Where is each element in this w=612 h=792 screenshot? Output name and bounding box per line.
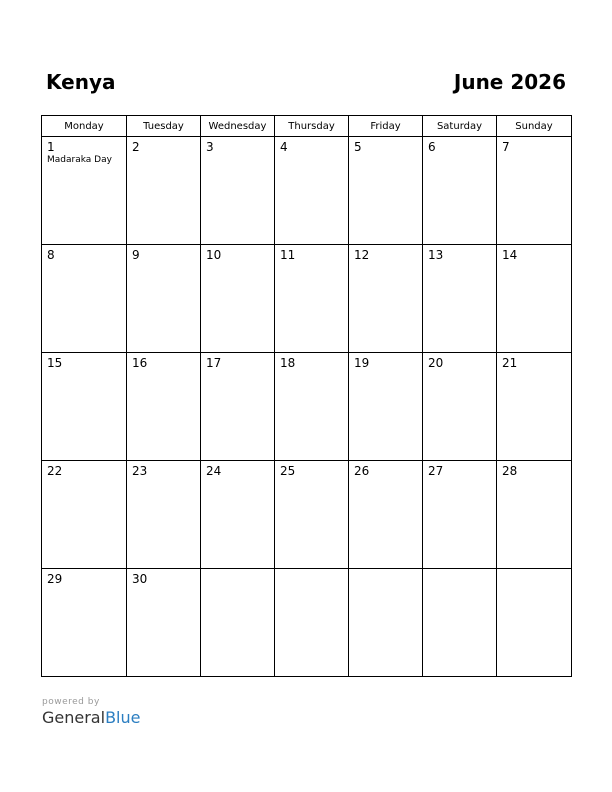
day-number: 21: [502, 356, 518, 370]
day-cell: [201, 137, 275, 245]
day-cell: [497, 461, 572, 569]
day-number: 22: [47, 464, 63, 478]
day-cell: [497, 245, 572, 353]
week-row: [42, 353, 572, 461]
weekday-header-saturday: Saturday: [423, 116, 497, 137]
month-year-title: June 2026: [453, 70, 566, 94]
weekday-header-sunday: Sunday: [497, 116, 572, 137]
day-number: 18: [280, 356, 296, 370]
day-cell: [201, 245, 275, 353]
day-cell-empty: [201, 569, 275, 677]
day-number: 15: [47, 356, 63, 370]
weekday-header-row: [42, 116, 572, 137]
day-number: 14: [502, 248, 518, 262]
day-number: 28: [502, 464, 518, 478]
day-cell: [42, 245, 127, 353]
day-number: 24: [206, 464, 222, 478]
brand-general-text: General: [42, 708, 106, 727]
day-cell: [201, 353, 275, 461]
day-number: 11: [280, 248, 296, 262]
day-cell: [127, 461, 201, 569]
weekday-header-monday: Monday: [42, 116, 127, 137]
day-cell: [42, 137, 127, 245]
day-cell: [497, 353, 572, 461]
day-number: 30: [132, 572, 148, 586]
day-number: 4: [280, 140, 288, 154]
country-title: Kenya: [46, 70, 116, 94]
day-number: 16: [132, 356, 148, 370]
weekday-header-tuesday: Tuesday: [127, 116, 201, 137]
day-cell: [497, 137, 572, 245]
week-row: [42, 569, 572, 677]
day-cell: [127, 137, 201, 245]
day-cell: [42, 461, 127, 569]
day-cell: [275, 461, 349, 569]
week-row: [42, 461, 572, 569]
calendar-header: [46, 70, 566, 100]
day-number: 19: [354, 356, 370, 370]
day-number: 26: [354, 464, 370, 478]
day-cell: [127, 245, 201, 353]
powered-by-label: powered by: [42, 697, 100, 707]
day-cell: [423, 461, 497, 569]
week-row: [42, 245, 572, 353]
day-number: 9: [132, 248, 140, 262]
day-number: 17: [206, 356, 222, 370]
day-number: 10: [206, 248, 222, 262]
day-number: 3: [206, 140, 214, 154]
day-cell: [127, 569, 201, 677]
day-number: 2: [132, 140, 140, 154]
day-cell: [201, 461, 275, 569]
day-number: 5: [354, 140, 362, 154]
day-cell: [275, 353, 349, 461]
day-cell: [275, 137, 349, 245]
calendar-grid: [41, 115, 572, 677]
day-number: 6: [428, 140, 436, 154]
day-number: 20: [428, 356, 444, 370]
day-cell: [275, 245, 349, 353]
day-cell-empty: [423, 569, 497, 677]
generalblue-logo[interactable]: [42, 708, 140, 728]
day-cell: [423, 245, 497, 353]
day-number: 7: [502, 140, 510, 154]
week-row: [42, 137, 572, 245]
day-cell: [423, 137, 497, 245]
weekday-header-wednesday: Wednesday: [201, 116, 275, 137]
day-number: 8: [47, 248, 55, 262]
day-cell: [349, 137, 423, 245]
day-cell: [42, 569, 127, 677]
day-cell-empty: [497, 569, 572, 677]
day-cell: [349, 353, 423, 461]
day-number: 25: [280, 464, 296, 478]
day-number: 12: [354, 248, 370, 262]
weekday-header-friday: Friday: [349, 116, 423, 137]
day-number: 29: [47, 572, 63, 586]
day-cell-empty: [349, 569, 423, 677]
day-cell-empty: [275, 569, 349, 677]
day-number: 27: [428, 464, 444, 478]
day-number: 13: [428, 248, 444, 262]
day-cell: [42, 353, 127, 461]
footer-branding: [42, 697, 140, 728]
day-cell: [127, 353, 201, 461]
weekday-header-thursday: Thursday: [275, 116, 349, 137]
day-number: 1: [47, 140, 55, 154]
holiday-label: Madaraka Day: [47, 155, 112, 165]
day-number: 23: [132, 464, 148, 478]
day-cell: [349, 461, 423, 569]
brand-blue-text: Blue: [105, 708, 141, 727]
day-cell: [423, 353, 497, 461]
day-cell: [349, 245, 423, 353]
